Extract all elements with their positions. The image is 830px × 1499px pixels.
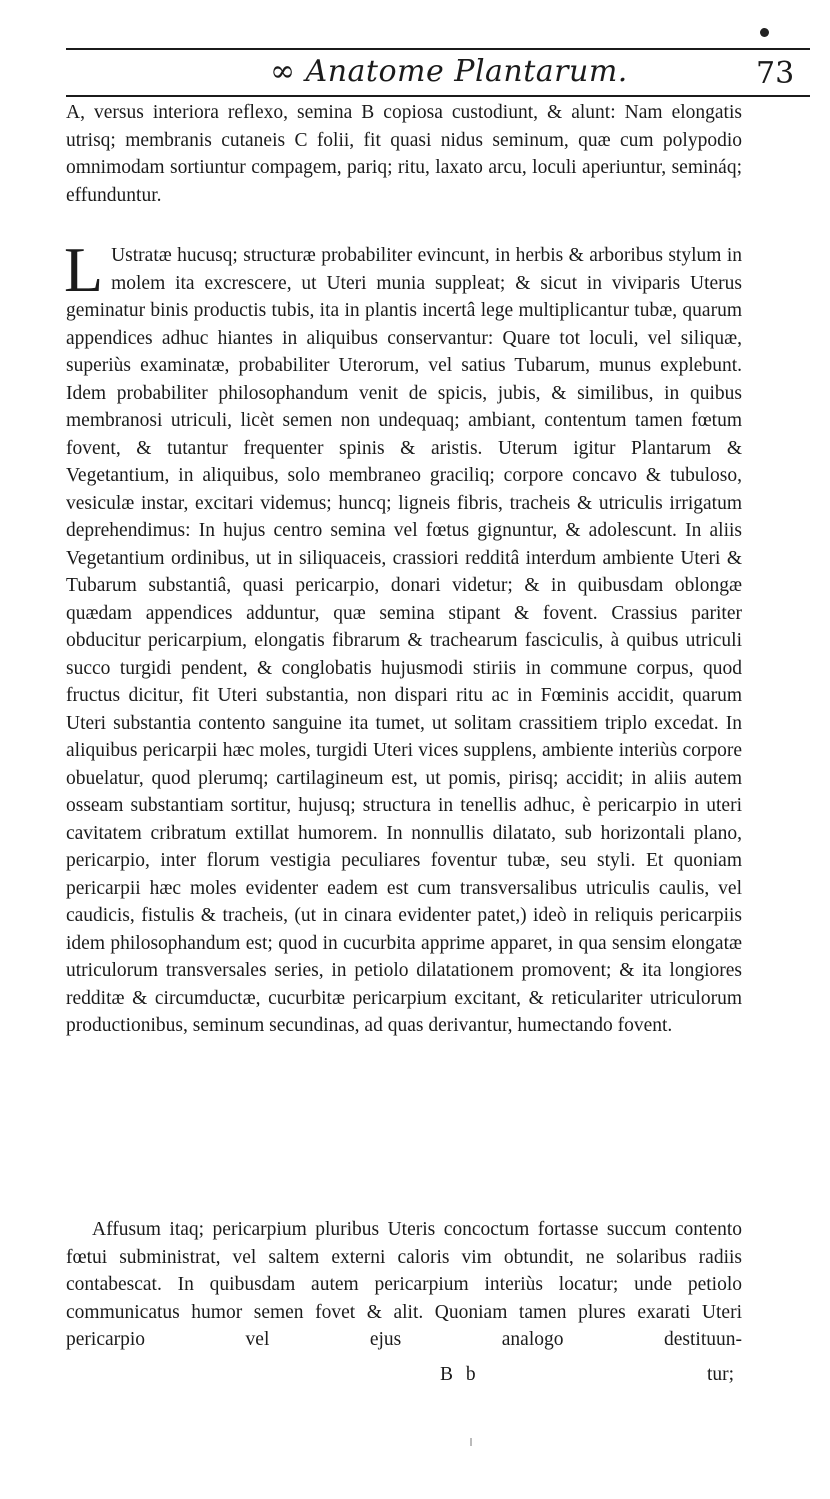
paper-mark — [470, 1438, 472, 1446]
paragraph-2-text: Ustratæ hucusq; structuræ probabiliter evincunt, in herbis & arboribus stylum in molem ita excrescere, ut Uteri munia suppleat; & sicut in viviparis Uterus geminatur binis productis tubis, ita in plantis incertâ lege multiplicantur tubæ, quarum appendices adhuc hiantes in aliquibus conservantur: Quare tot loculi, vel siliquæ, superiùs examinatæ, probabiliter Uterorum, vel satius Tubarum, munus explebunt. Idem probabiliter philosophandum venit de spicis, jubis, & similibus, in quibus membranosi utriculi, licèt semen non undequaq; ambiant, contentum tamen fœtum fovent, & tutantur frequenter spinis & aristis. Uterum igitur Plantarum & Vegetantium, in aliquibus, solo membraneo graciliq; corpore concavo & tubuloso, vesiculæ instar, excitari videmus; huncq; ligneis fibris, tracheis & utriculis irrigatum deprehendimus: In hujus centro semina vel fœtus gignuntur, & adolescunt. In aliis Vegetantium ordinibus, ut in siliquaceis, crassiori redditâ interdum ambiente Uteri & Tubarum substantiâ, quasi pericarpio, donari videtur; & in quibusdam oblongæ quædam appendices adduntur, quæ semina stipant & fovent. Crassius pariter obducitur pericarpium, elongatis fibrarum & trachearum fasciculis, à quibus utriculi succo turgidi pendent, & conglobatis hujusmodi stiriis in commune corpus, quod fructus dicitur, fit Uteri substantia, non dispari ritu ac in Fœminis accidit, quarum Uteri substantia contento sanguine ita tumet, ut solitam crassitiem triplo excedat. In aliquibus pericarpii hæc moles, turgidi Uteri vices supplens, ambiente interiùs corpore obuelatur, quod plerumq; cartilagineum est, ut pomis, pirisq; accidit; in aliis autem osseam substantiam sortitur, hujusq; structura in tenellis adhuc, è pericarpio in uteri cavitatem cribratum extillat humorem. In nonnullis dilatato, sub horizontali plano, pericarpio, inter florum vestigia peculiares foventur tubæ, seu styli. Et quoniam pericarpii hæc moles evidenter eadem est cum transversalibus utriculis caulis, vel caudicis, fistulis & tracheis, (ut in cinara evidenter patet,) ideò in reliquis pericarpiis idem philosophandum est; quod in cucurbita apprime apparet, in qua sensim elongatæ utriculorum transversales series, in petiolo dilatationem promovent; & ita longiores redditæ & circumductæ, cucurbitæ pericarpium excitant, & reticulariter utriculorum productionibus, seminum secundinas, ad quas derivantur, humectando fovent. — [66, 245, 742, 1036]
page-number: 73 — [756, 56, 795, 91]
catchword: tur; — [707, 1364, 735, 1385]
drop-cap-initial: L — [64, 234, 104, 305]
header-rule-top — [66, 48, 810, 50]
paragraph-1-block — [66, 99, 742, 209]
paragraph-2-block — [64, 234, 742, 1040]
paragraph-1: A, versus interiora reflexo, semina B copiosa custodiunt, & alunt: Nam elongatis utrisq; membranis cutaneis C folii, fit quasi nidus seminum, quæ cum polypodio omnimodam sortiuntur compagem, pariq; ritu, laxato arcu, loculi aperiuntur, semináq; effunduntur. — [66, 102, 742, 206]
paragraph-3: Affusum itaq; pericarpium pluribus Uteris concoctum fortasse succum contento fœtui subministrat, vel saltem externi caloris vim obtundit, ne solaribus radiis contabescat. In quibusdam autem pericarpium interiùs locatur; unde petiolo communicatus humor semen fovet & alit. Quoniam tamen plures exarati Uteri pericarpio vel ejus analogo destituun- — [66, 1219, 742, 1350]
running-title: ∞ Anatome Plantarum. — [270, 54, 628, 89]
signature-mark: B b — [440, 1364, 480, 1385]
paragraph-2 — [64, 234, 742, 1040]
paragraph-3-block — [66, 1216, 742, 1354]
header-rule-bottom — [66, 95, 810, 97]
ink-dot — [760, 28, 769, 37]
